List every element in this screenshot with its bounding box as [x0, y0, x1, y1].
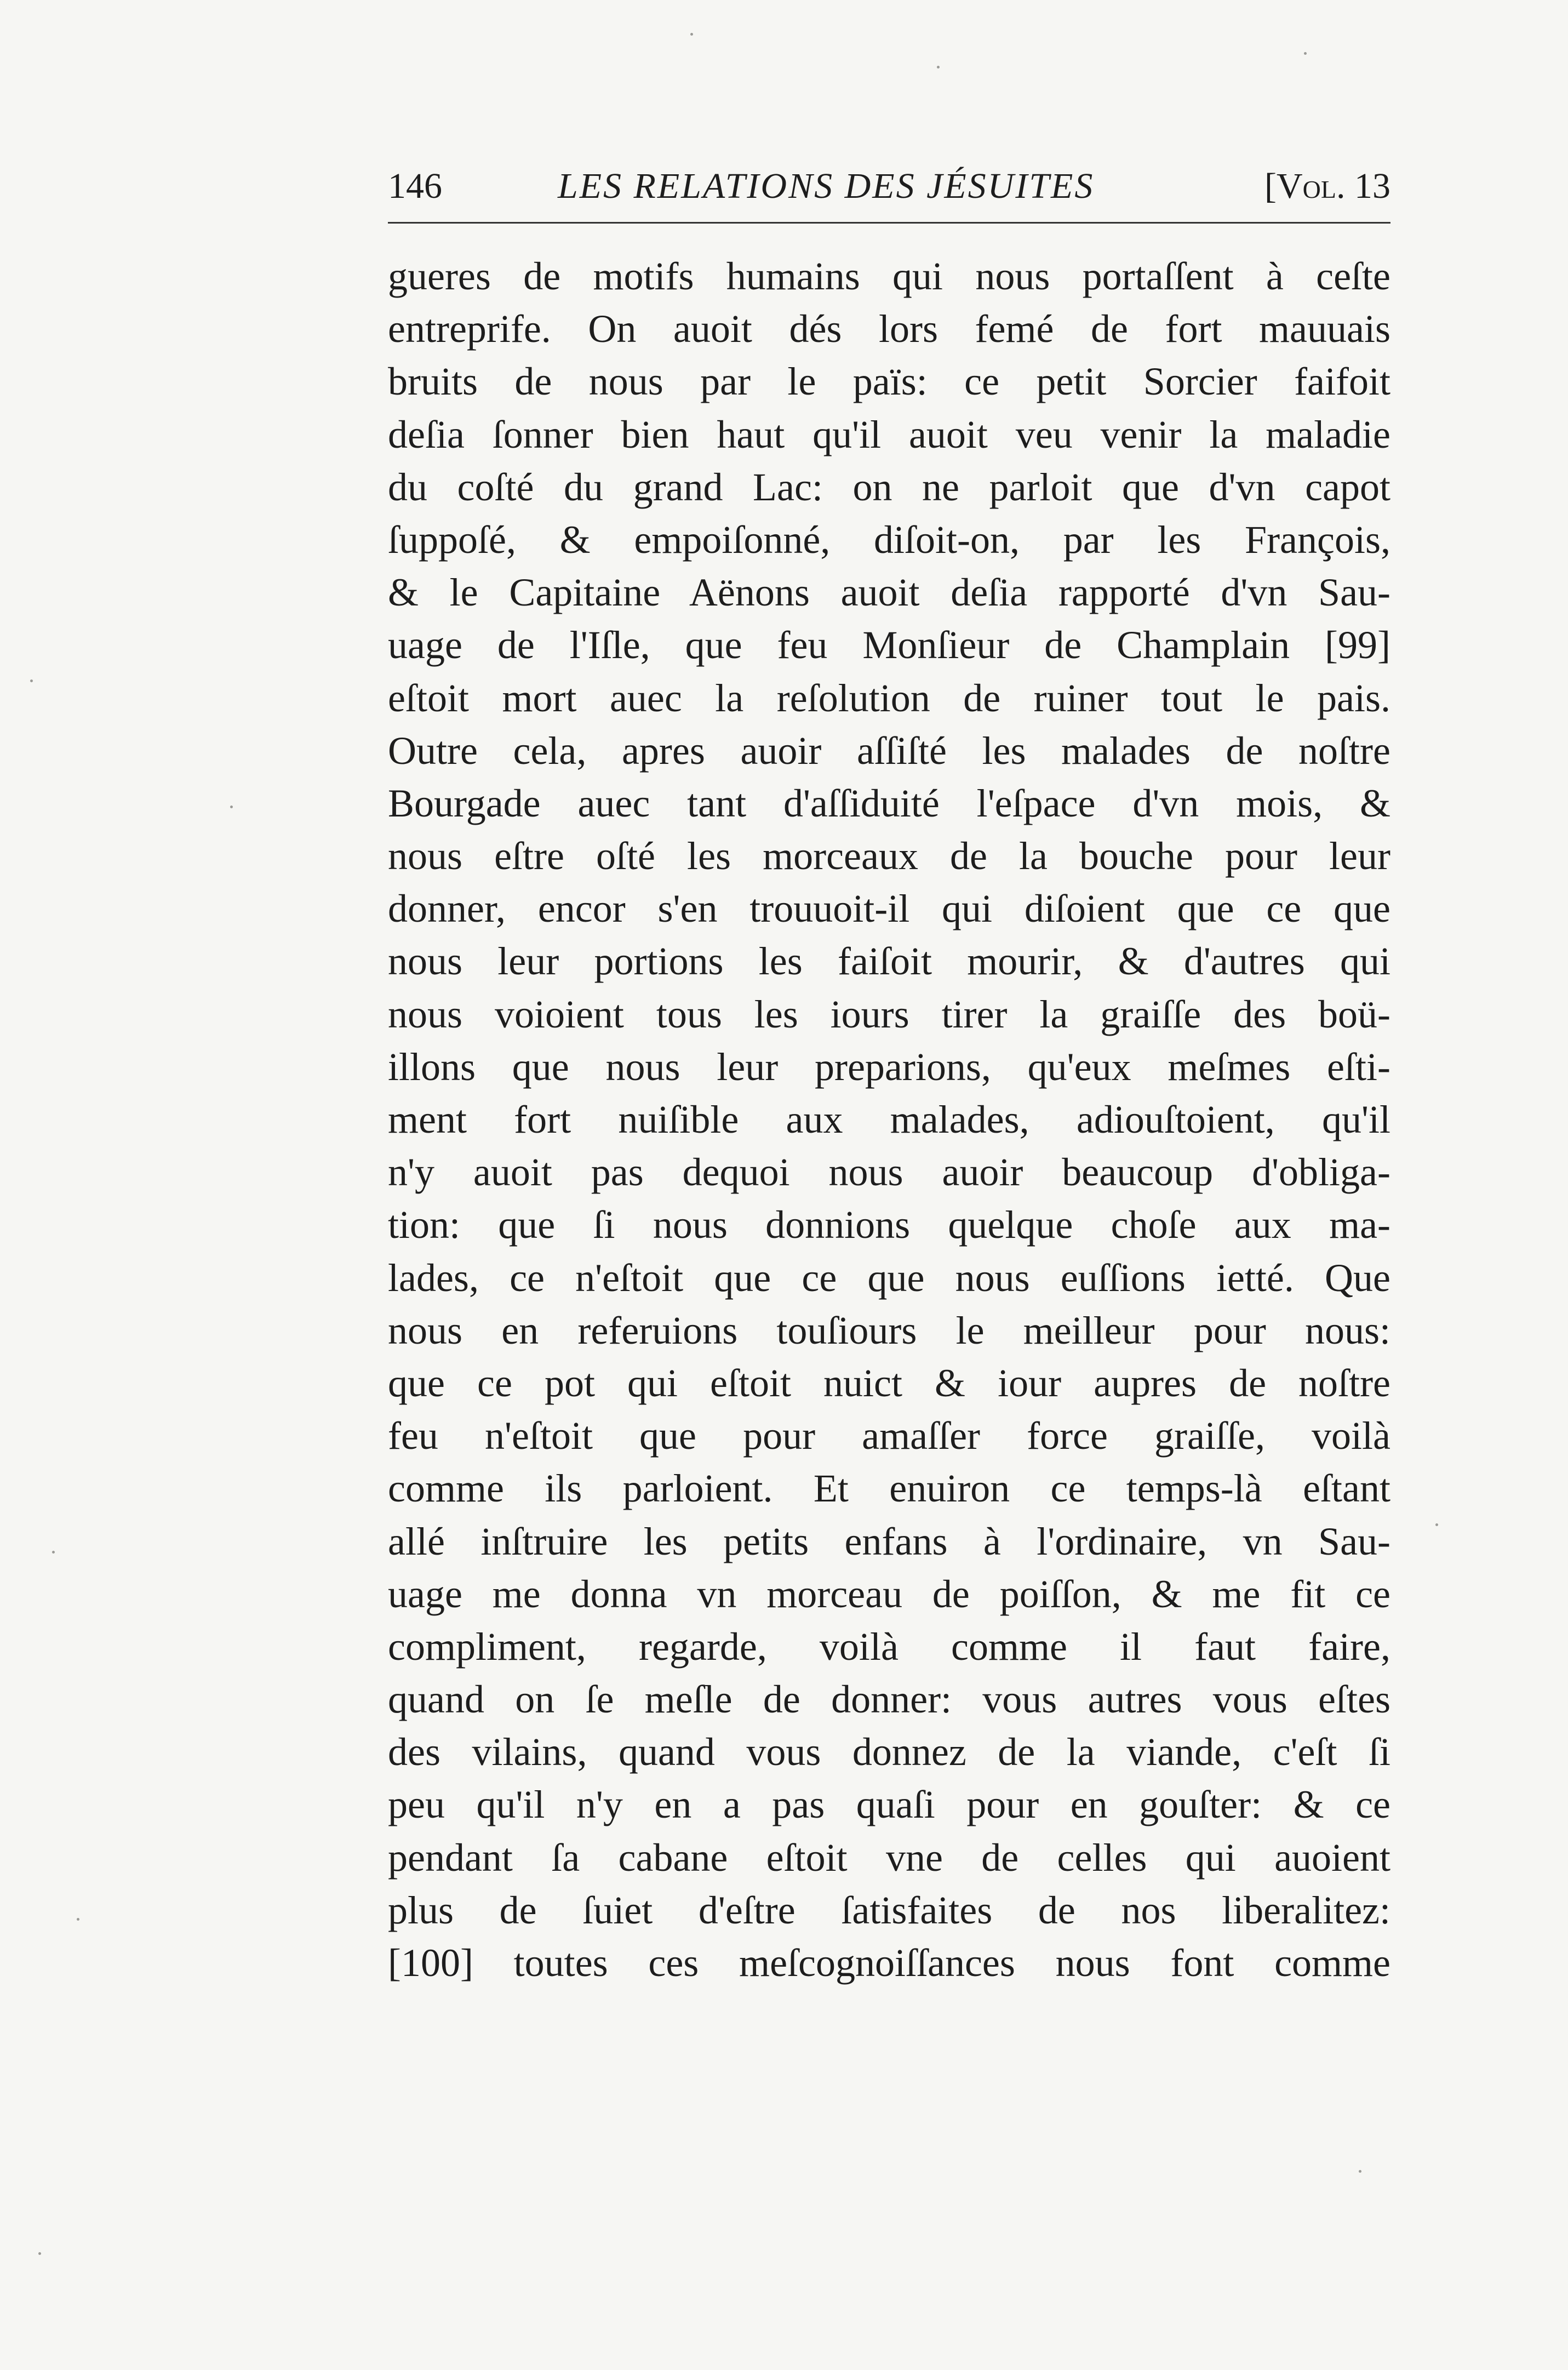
- text-line: nous leur portions les faiſoit mourir, & d'autres qui: [388, 939, 1390, 984]
- paper-speck: [30, 679, 33, 682]
- text-line: gueres de motifs humains qui nous portaſſent à ceſte: [388, 254, 1390, 298]
- paper-speck: [77, 1918, 79, 1921]
- text-line: deſia ſonner bien haut qu'il auoit veu venir la maladie: [388, 412, 1390, 456]
- text-line: n'y auoit pas dequoi nous auoir beaucoup d'obliga-: [388, 1150, 1390, 1195]
- text-line: nous voioient tous les iours tirer la graiſſe des boü-: [388, 992, 1390, 1036]
- text-line: compliment, regarde, voilà comme il faut faire,: [388, 1624, 1390, 1669]
- paper-speck: [690, 33, 693, 36]
- text-line: que ce pot qui eſtoit nuict & iour aupres de noſtre: [388, 1361, 1390, 1405]
- text-line: lades, ce n'eſtoit que ce que nous euſſions ietté. Que: [388, 1255, 1390, 1300]
- text-line: pendant ſa cabane eſtoit vne de celles qui auoient: [388, 1835, 1390, 1880]
- text-line: [100] toutes ces meſcognoiſſances nous font comme: [388, 1941, 1390, 1985]
- text-line: Bourgade auec tant d'aſſiduité l'eſpace d'vn mois, &: [388, 781, 1390, 825]
- text-line: des vilains, quand vous donnez de la viande, c'eſt ſi: [388, 1730, 1390, 1774]
- text-line: allé inſtruire les petits enfans à l'ordinaire, vn Sau-: [388, 1519, 1390, 1563]
- text-line: Outre cela, apres auoir aſſiſté les malades de noſtre: [388, 728, 1390, 773]
- text-line: entreprife. On auoit dés lors femé de fort mauuais: [388, 307, 1390, 351]
- paper-speck: [230, 806, 233, 808]
- paper-speck: [52, 1551, 55, 1554]
- text-line: donner, encor s'en trouuoit-il qui diſoient que ce que: [388, 887, 1390, 931]
- text-line: feu n'eſtoit que pour amaſſer force graiſſe, voilà: [388, 1414, 1390, 1458]
- text-line: eſtoit mort auec la reſolution de ruiner tout le pais.: [388, 676, 1390, 720]
- paper-speck: [38, 2252, 41, 2255]
- volume-label: [Vol. 13: [1264, 166, 1390, 206]
- paper-speck: [1304, 52, 1307, 55]
- text-line: du coſté du grand Lac: on ne parloit que d'vn capot: [388, 465, 1390, 509]
- text-line: tion: que ſi nous donnions quelque choſe aux ma-: [388, 1203, 1390, 1247]
- paper-speck: [1359, 2170, 1361, 2173]
- text-line: illons que nous leur preparions, qu'eux meſmes eſti-: [388, 1044, 1390, 1089]
- text-line: peu qu'il n'y en a pas quaſi pour en gouſter: & ce: [388, 1783, 1390, 1827]
- text-line: ment fort nuiſible aux malades, adiouſtoient, qu'il: [388, 1098, 1390, 1141]
- page-number: 146: [388, 166, 442, 206]
- text-line: nous eſtre oſté les morceaux de la bouche pour leur: [388, 834, 1390, 878]
- body-text: [388, 250, 1390, 1989]
- paper-speck: [937, 66, 940, 68]
- text-line: uage me donna vn morceau de poiſſon, & me fit ce: [388, 1572, 1390, 1616]
- header-rule: [388, 222, 1390, 224]
- text-line: nous en referuions touſiours le meilleur pour nous:: [388, 1308, 1390, 1352]
- text-line: plus de ſuiet d'eſtre ſatisfaites de nos liberalitez:: [388, 1888, 1390, 1932]
- running-head: [388, 159, 1390, 214]
- paper-speck: [1435, 1523, 1438, 1526]
- text-line: comme ils parloient. Et enuiron ce temps-là eſtant: [388, 1466, 1390, 1511]
- text-line: uage de l'Iſle, que feu Monſieur de Champlain [99]: [388, 623, 1390, 667]
- text-line: bruits de nous par le païs: ce petit Sorcier faifoit: [388, 359, 1390, 404]
- text-line: & le Capitaine Aënons auoit deſia rapporté d'vn Sau-: [388, 570, 1390, 615]
- running-title: LES RELATIONS DES JÉSUITES: [558, 166, 1095, 206]
- text-line: ſuppoſé, & empoiſonné, diſoit-on, par les François,: [388, 517, 1390, 562]
- text-line: quand on ſe meſle de donner: vous autres vous eſtes: [388, 1677, 1390, 1722]
